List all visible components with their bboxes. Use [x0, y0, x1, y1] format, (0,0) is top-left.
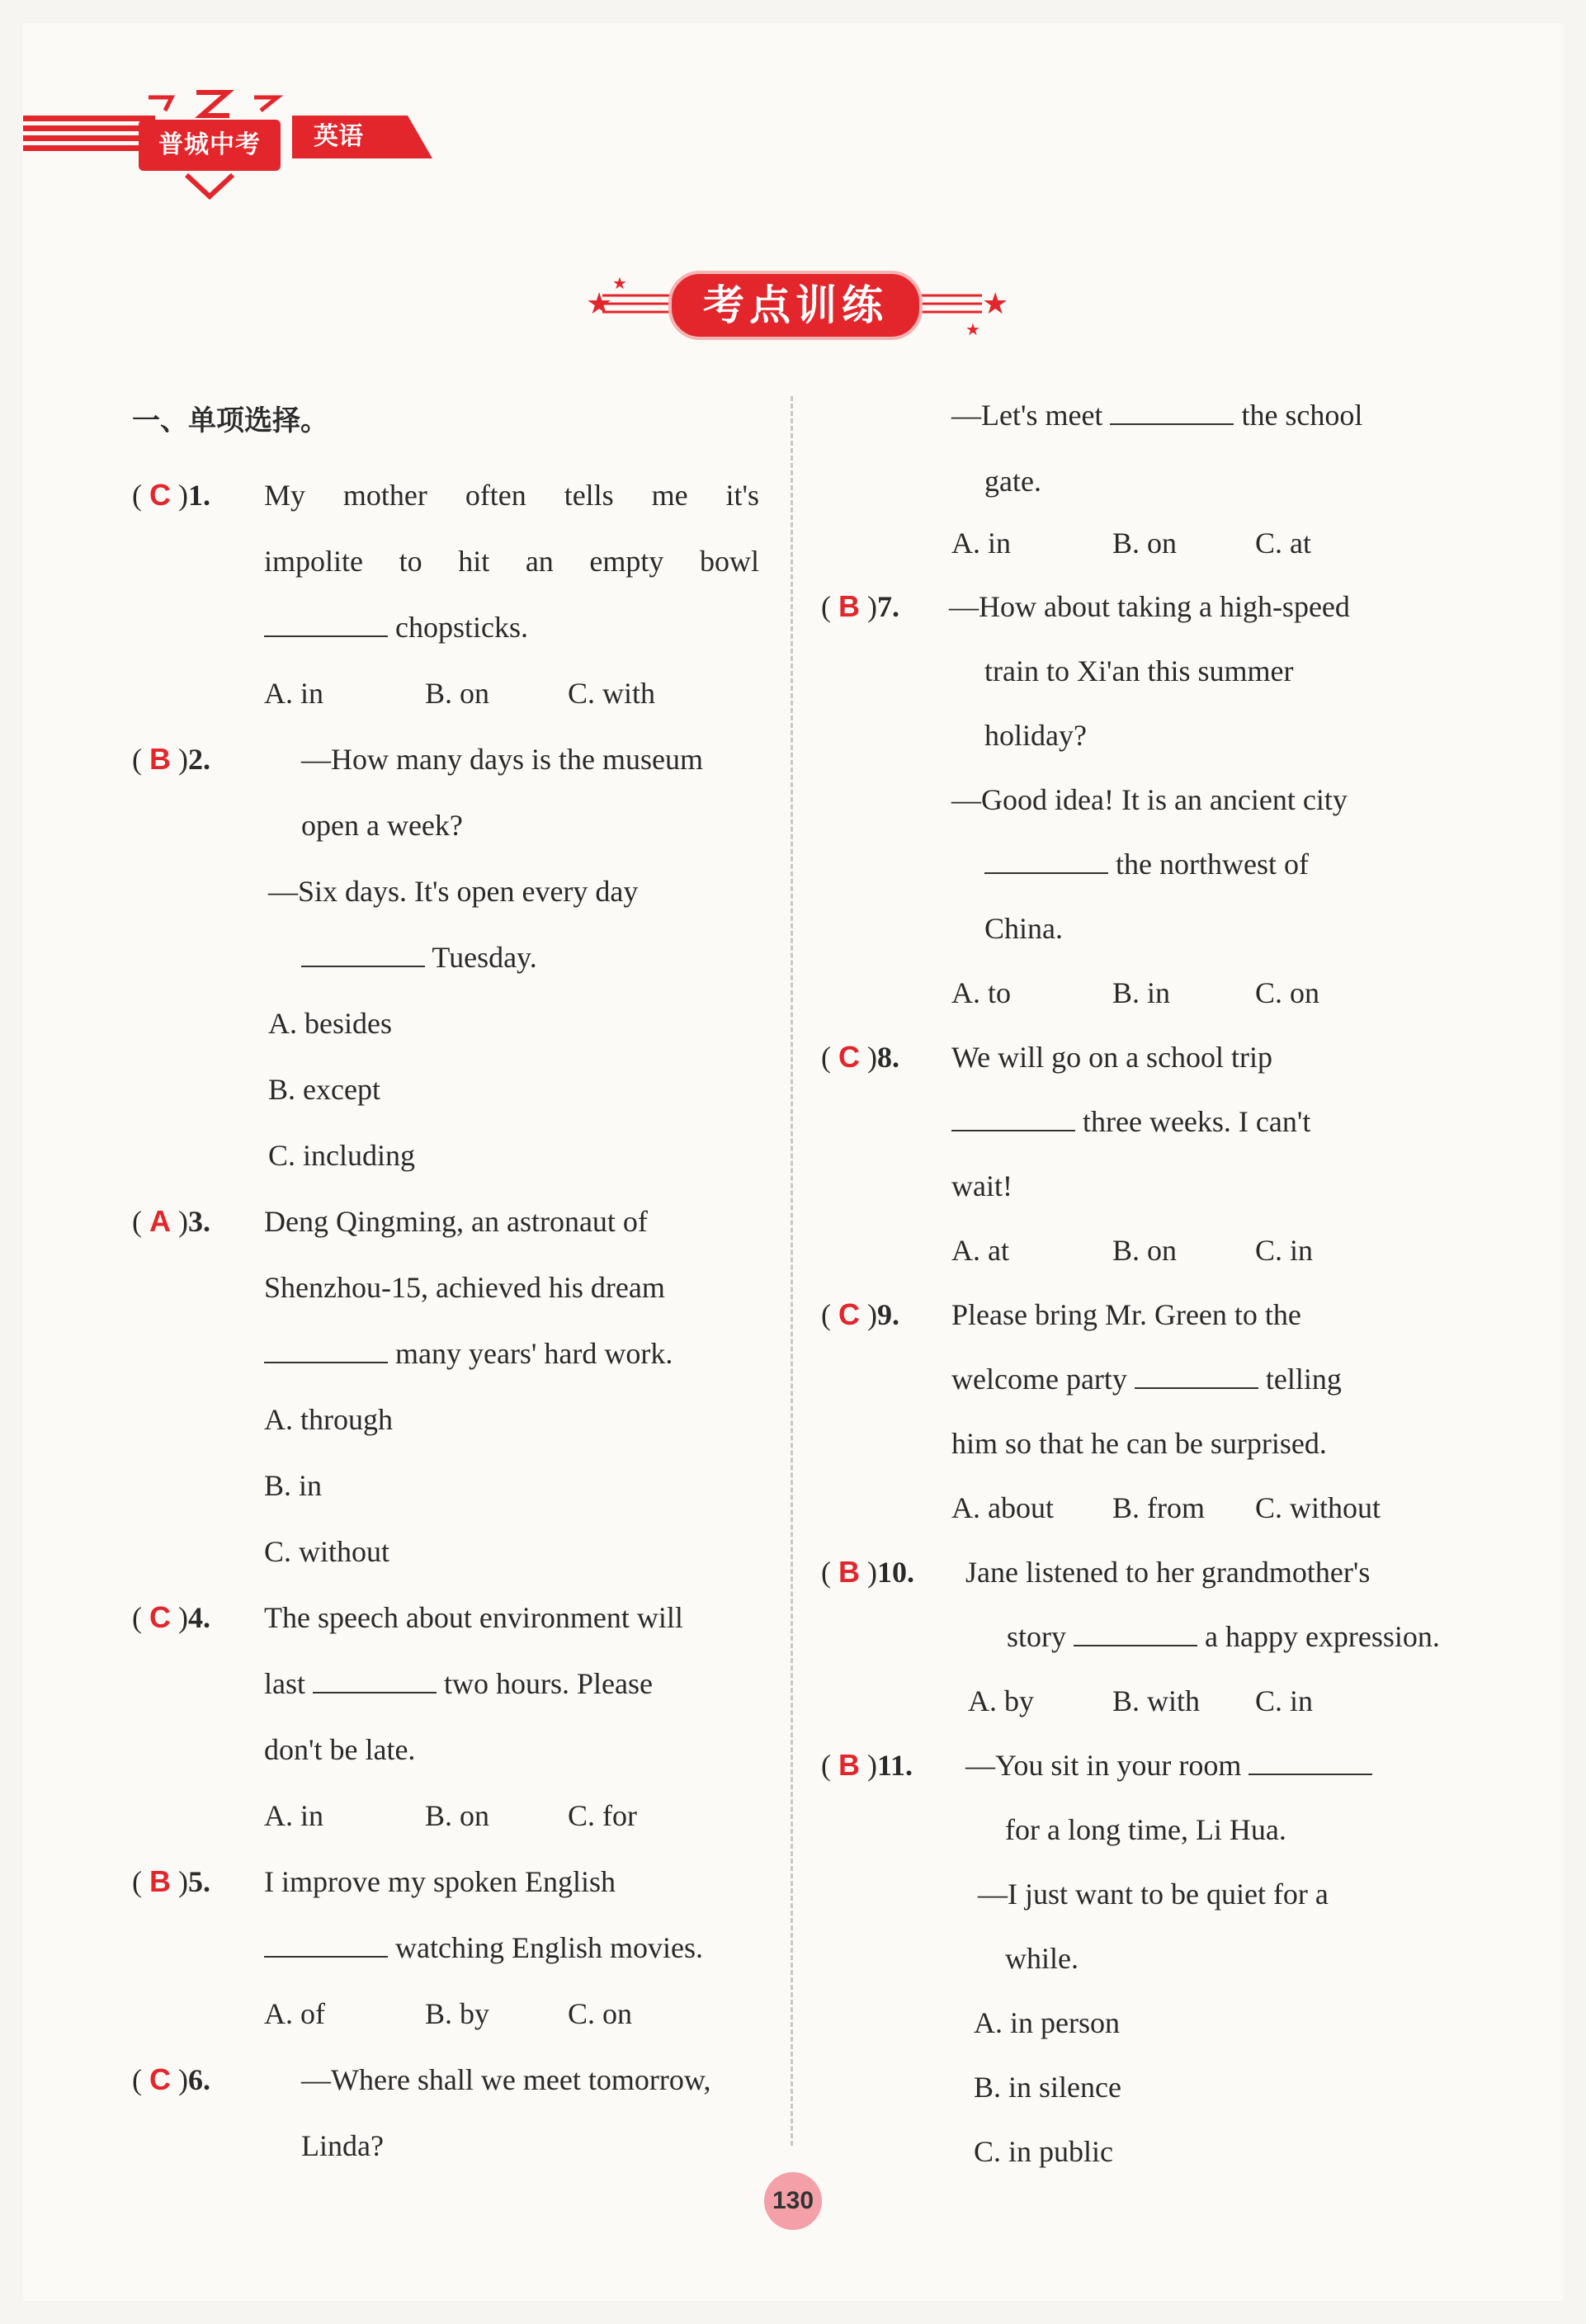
question-text: welcome party	[951, 1363, 1127, 1396]
question-text-line	[951, 394, 1362, 436]
question-text: Shenzhou-15, achieved his dream	[264, 1271, 665, 1304]
answer-mark: C	[838, 1040, 860, 1074]
answer-blank[interactable]	[264, 1931, 388, 1958]
question-text: three weeks. I can't	[1083, 1105, 1311, 1138]
option-b[interactable]: B. on	[1112, 1234, 1178, 1267]
question-text: impolite to hit an empty bowl	[264, 545, 759, 578]
option-a[interactable]: A. in	[264, 677, 323, 710]
brand-name: 普城中考	[139, 120, 281, 171]
answer-mark: B	[149, 1864, 171, 1898]
answer-mark: C	[149, 2062, 171, 2096]
question-text: —I just want to be quiet for a	[978, 1878, 1329, 1911]
option-a[interactable]: A. besides	[268, 1007, 392, 1040]
option-c[interactable]: C. without	[1255, 1491, 1381, 1524]
answer-mark: C	[149, 478, 171, 512]
answer-bracket: ( C )1.	[132, 478, 210, 512]
question-text: for a long time, Li Hua.	[1005, 1813, 1286, 1846]
question-text: him so that he can be surprised.	[951, 1427, 1327, 1460]
answer-bracket: ( A )3.	[132, 1204, 210, 1238]
question-number: 7.	[877, 590, 899, 623]
question-text-line	[984, 843, 1309, 885]
question-number: 9.	[877, 1298, 899, 1331]
question-number: 8.	[877, 1041, 899, 1074]
question-text: —Let's meet	[951, 399, 1103, 432]
option-b[interactable]: B. in silence	[974, 2071, 1121, 2104]
question-text: —You sit in your room	[965, 1749, 1242, 1782]
question-text: last	[264, 1667, 305, 1700]
answer-blank[interactable]	[1249, 1749, 1372, 1775]
answer-blank[interactable]	[264, 1337, 388, 1363]
answer-mark: A	[149, 1204, 171, 1238]
question-text: Jane listened to her grandmother's	[965, 1556, 1371, 1589]
question-text: I improve my spoken English	[264, 1865, 616, 1898]
answer-bracket: ( B )2.	[132, 742, 210, 776]
question-text: story	[1007, 1620, 1066, 1653]
answer-blank[interactable]	[313, 1667, 437, 1693]
answer-mark: C	[149, 1600, 171, 1634]
brand-logo	[139, 83, 287, 206]
answer-blank[interactable]	[301, 941, 425, 967]
question-text: many years' hard work.	[395, 1337, 673, 1370]
header-stripes	[23, 116, 155, 165]
question-text: train to Xi'an this summer	[984, 654, 1294, 687]
question-number: 4.	[188, 1601, 210, 1634]
question-text: My mother often tells me it's	[264, 479, 759, 512]
question-text: —Where shall we meet tomorrow,	[301, 2063, 711, 2096]
option-a[interactable]: A. about	[951, 1491, 1054, 1524]
answer-bracket: ( B )11.	[821, 1748, 913, 1782]
question-text: —Six days. It's open every day	[268, 875, 639, 908]
answer-blank[interactable]	[1110, 399, 1234, 425]
option-b[interactable]: B. on	[1112, 527, 1178, 560]
question-number: 5.	[188, 1865, 210, 1898]
option-c[interactable]: C. without	[264, 1535, 390, 1568]
question-text: Deng Qingming, an astronaut of	[264, 1205, 648, 1238]
option-a[interactable]: A. in	[951, 527, 1011, 560]
answer-bracket: ( B )10.	[821, 1555, 914, 1589]
question-text: China.	[984, 912, 1063, 945]
answer-bracket: ( C )9.	[821, 1297, 899, 1331]
option-b[interactable]: B. in	[264, 1469, 323, 1502]
option-a[interactable]: A. of	[264, 1997, 325, 2030]
question-text: the school	[1241, 399, 1363, 432]
option-c[interactable]: C. in public	[974, 2135, 1113, 2168]
question-text: —How about taking a high-speed	[949, 590, 1350, 623]
question-text: Please bring Mr. Green to the	[951, 1298, 1301, 1331]
answer-blank[interactable]	[264, 611, 388, 637]
option-b[interactable]: B. by	[425, 1997, 490, 2030]
question-text-line	[264, 1663, 653, 1704]
option-c[interactable]: C. at	[1255, 527, 1311, 560]
option-a[interactable]: A. at	[951, 1234, 1009, 1267]
question-text: don't be late.	[264, 1733, 416, 1766]
answer-bracket: ( C )8.	[821, 1040, 899, 1074]
question-text: the northwest of	[1116, 848, 1309, 881]
answer-mark: C	[838, 1297, 860, 1331]
option-a[interactable]: A. in person	[974, 2006, 1120, 2039]
question-text: —How many days is the museum	[301, 743, 703, 776]
svg-text:★: ★	[965, 319, 980, 339]
option-a[interactable]: A. through	[264, 1403, 393, 1436]
option-c[interactable]: C. on	[568, 1997, 633, 2030]
question-text: gate.	[984, 465, 1041, 498]
question-text-line	[951, 1358, 1342, 1400]
option-c[interactable]: C. with	[568, 677, 656, 710]
svg-text:★: ★	[586, 287, 613, 321]
option-a[interactable]: A. by	[968, 1684, 1034, 1717]
option-b[interactable]: B. on	[425, 1799, 490, 1832]
answer-mark: B	[838, 1555, 860, 1589]
option-a[interactable]: A. to	[951, 976, 1011, 1009]
page-background	[23, 23, 1563, 2301]
answer-blank[interactable]	[984, 848, 1108, 874]
section-title: 一、单项选择。	[132, 404, 328, 437]
option-b[interactable]: B. in	[1112, 976, 1171, 1009]
option-c[interactable]: C. including	[268, 1139, 415, 1172]
option-c[interactable]: C. in	[1255, 1684, 1314, 1717]
question-text-line	[264, 607, 528, 648]
question-text: two hours. Please	[444, 1667, 653, 1700]
question-text: Tuesday.	[432, 941, 537, 974]
question-text: We will go on a school trip	[951, 1041, 1273, 1074]
option-c[interactable]: C. for	[568, 1799, 637, 1832]
question-text: while.	[1005, 1942, 1079, 1975]
option-b[interactable]: B. on	[425, 677, 490, 710]
subject-label: 英语	[314, 122, 363, 151]
answer-mark: B	[838, 589, 860, 623]
option-c[interactable]: C. on	[1255, 976, 1320, 1009]
question-text: The speech about environment will	[264, 1601, 683, 1634]
question-text-line	[301, 937, 537, 978]
question-number: 2.	[188, 743, 210, 776]
answer-bracket: ( C )4.	[132, 1600, 210, 1634]
column-divider	[791, 396, 793, 2146]
question-text: chopsticks.	[395, 611, 528, 644]
option-c[interactable]: C. in	[1255, 1234, 1314, 1267]
question-text-line	[264, 1927, 703, 1968]
section-banner	[578, 262, 1015, 345]
answer-blank[interactable]	[951, 1105, 1075, 1131]
answer-mark: B	[838, 1748, 860, 1782]
answer-blank[interactable]	[1135, 1363, 1258, 1389]
answer-bracket: ( C )6.	[132, 2062, 210, 2096]
question-text-line	[1007, 1616, 1440, 1657]
svg-text:★: ★	[612, 273, 627, 293]
question-text: watching English movies.	[395, 1931, 703, 1964]
answer-bracket: ( B )5.	[132, 1864, 210, 1898]
option-b[interactable]: B. except	[268, 1073, 380, 1106]
question-number: 6.	[188, 2063, 210, 2096]
question-text: telling	[1265, 1363, 1342, 1396]
option-b[interactable]: B. with	[1112, 1684, 1201, 1717]
question-number: 10.	[877, 1556, 914, 1589]
question-text: open a week?	[301, 809, 463, 842]
question-text: —Good idea! It is an ancient city	[951, 783, 1348, 816]
banner-title: 考点训练	[668, 271, 923, 340]
question-number: 3.	[188, 1205, 210, 1238]
subject-tab	[292, 116, 432, 158]
option-a[interactable]: A. in	[264, 1799, 323, 1832]
question-text: wait!	[951, 1169, 1012, 1202]
question-text-line	[965, 1745, 1372, 1786]
question-text: holiday?	[984, 719, 1087, 752]
answer-bracket: ( B )7.	[821, 589, 899, 623]
option-b[interactable]: B. from	[1112, 1491, 1205, 1524]
svg-text:★: ★	[982, 287, 1009, 321]
answer-mark: B	[149, 742, 171, 776]
question-text: a happy expression.	[1205, 1620, 1440, 1653]
question-text: Linda?	[301, 2129, 384, 2162]
question-text-line	[264, 1333, 673, 1374]
page-number: 130	[764, 2172, 822, 2230]
question-number: 1.	[188, 479, 210, 512]
question-text-line	[951, 1101, 1310, 1142]
answer-blank[interactable]	[1074, 1620, 1197, 1646]
question-number: 11.	[877, 1749, 913, 1782]
